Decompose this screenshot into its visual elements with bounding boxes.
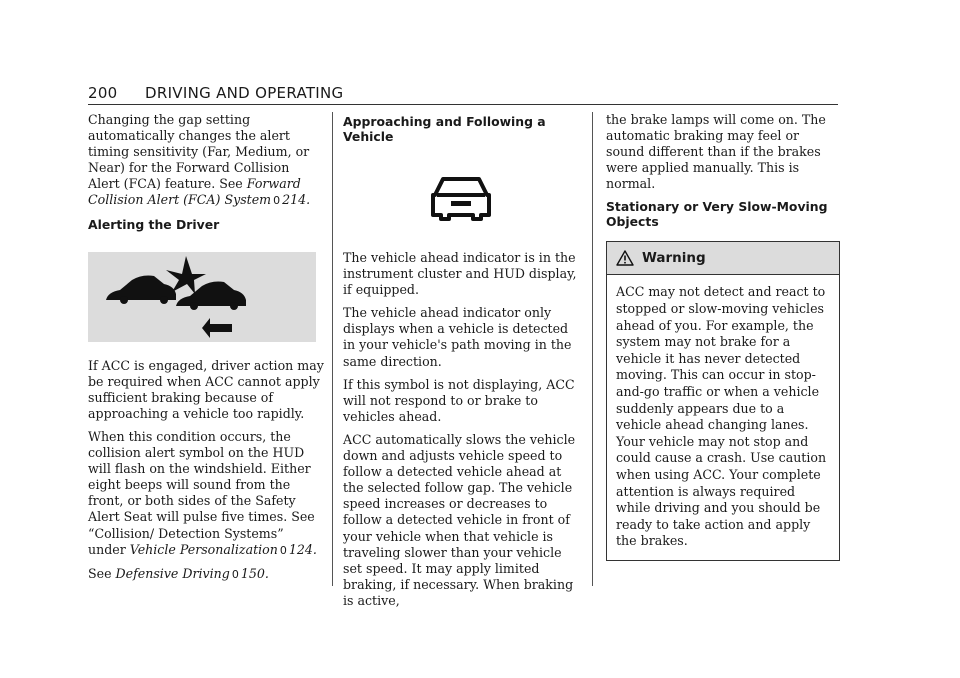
- page-number: 200: [88, 84, 118, 102]
- warning-title: Warning: [642, 250, 706, 267]
- column-3: [606, 112, 840, 561]
- page-ref[interactable]: 150.: [240, 565, 269, 581]
- page-ref-icon: 0: [273, 194, 281, 208]
- cross-reference-link[interactable]: Defensive Driving: [115, 565, 230, 581]
- paragraph: The vehicle ahead indicator is in the instrument cluster and HUD display, if equipped.: [343, 250, 577, 298]
- paragraph: If this symbol is not displaying, ACC will not respond to or brake to vehicles ahead.: [343, 376, 575, 424]
- section-heading: Approaching and Following a Vehicle: [343, 114, 546, 144]
- page-ref[interactable]: 124.: [288, 541, 317, 557]
- paragraph: the brake lamps will come on. The automatic braking may feel or sound different than if the brakes were applied manually. This is normal.: [606, 112, 826, 192]
- vehicle-ahead-icon: [429, 173, 493, 223]
- page-ref-icon: 0: [279, 543, 287, 557]
- warning-triangle-icon: [616, 250, 634, 266]
- page-ref-icon: 0: [231, 567, 239, 581]
- column-divider: [592, 112, 593, 586]
- section-heading: Stationary or Very Slow-Moving Objects: [606, 199, 828, 230]
- vehicle-ahead-figure: [343, 154, 579, 242]
- paragraph: When this condition occurs, the collision alert symbol on the HUD will flash on the windshield. Either eight beeps will sound from the front, or both sides of the Safety Alert Seat will pulse five times. See “Collision/ Detection Systems” under Vehicle Personalization 0 124.: [88, 428, 317, 557]
- warning-box: [606, 241, 840, 561]
- column-divider: [332, 112, 333, 586]
- section-heading: Alerting the Driver: [88, 216, 220, 232]
- paragraph: See Defensive Driving 0 150.: [88, 565, 269, 581]
- collision-alert-icon: [102, 254, 302, 340]
- page-ref[interactable]: 214.: [282, 192, 311, 208]
- cross-reference-link[interactable]: Vehicle Personalization: [129, 541, 278, 557]
- paragraph: ACC automatically slows the vehicle down and adjusts vehicle speed to follow a detected vehicle ahead at the selected follow gap. The vehicle speed increases or decreases to follow a detected vehicle in front of your vehicle when that vehicle is traveling slower than your vehicle set speed. It may apply limited braking, if necessary. When braking is active,: [343, 431, 576, 608]
- section-title: DRIVING AND OPERATING: [145, 84, 344, 102]
- paragraph: The vehicle ahead indicator only displays when a vehicle is detected in your vehicle's path moving in the same direction.: [343, 305, 572, 369]
- cross-reference-link[interactable]: Forward Collision Alert (FCA) System: [88, 176, 301, 208]
- column-1: [88, 112, 324, 590]
- collision-alert-figure: [88, 252, 316, 342]
- paragraph: Changing the gap setting automatically changes the alert timing sensitivity (Far, Medium, or Near) for the Forward Collision Alert (FCA) feature. See Forward Collision Alert (FCA) System 0 214.: [88, 112, 311, 208]
- warning-header: [607, 242, 839, 275]
- paragraph: If ACC is engaged, driver action may be required when ACC cannot apply sufficient braking because of approaching a vehicle too rapidly.: [88, 357, 324, 421]
- column-2: [343, 112, 579, 616]
- page-header: [88, 82, 838, 105]
- warning-text: ACC may not detect and react to stopped or slow-moving vehicles ahead of you. For example, the system may not brake for a vehicle it has never detected moving. This can occur in stop-and-go traffic or when a vehicle suddenly appears due to a vehicle ahead changing lanes. Your vehicle may not stop and could cause a crash. Use caution when using ACC. Your complete attention is always required while driving and you should be ready to take action and apply the brakes.: [616, 284, 827, 549]
